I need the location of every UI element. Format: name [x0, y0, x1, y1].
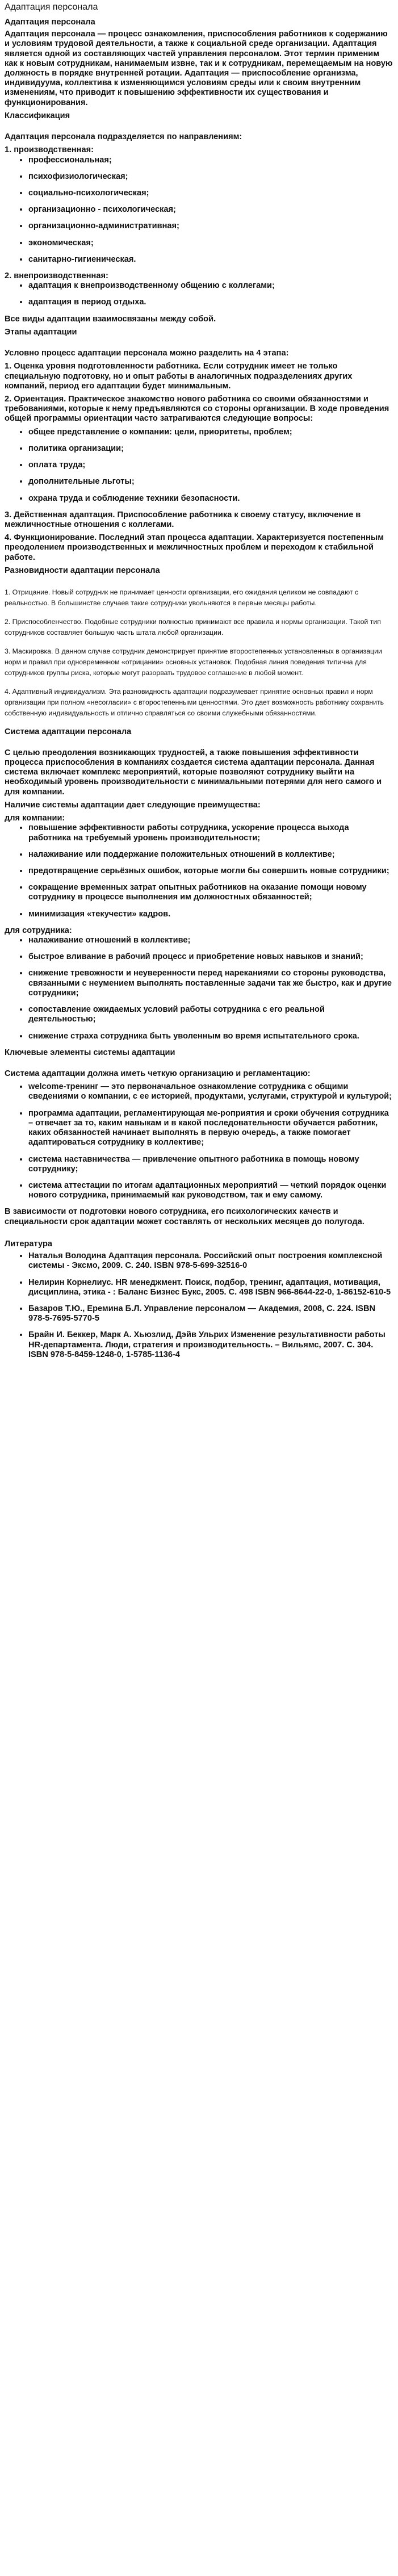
list-item: • налаживание или поддержание положительных отношений в коллективе; [28, 850, 393, 860]
list-item: • санитарно-гигиеническая. [28, 255, 393, 265]
list-item: • система аттестации по итогам адаптационных мероприятий — четкий порядок оценки нового сотрудника, принимаемый как руководством, так и ему самому. [28, 1181, 393, 1200]
list-item: • Наталья Володина Адаптация персонала. Российский опыт построения комплексной системы - Эксмо, 2009. С. 240. ISBN 978-5-699-32516-0 [28, 1251, 393, 1271]
stage-4: 4. Функционирование. Последний этап процесса адаптации. Характеризуется постепенным преодолением производственных и межличностных проблем и переходом к стабильной работе. [5, 533, 384, 562]
types-heading: Разновидности адаптации персонала [5, 566, 160, 575]
stage-2: 2. Ориентация. Практическое знакомство нового работника со своими обязанностями и требованиями, которые к нему предъявляются со стороны организации. В ходе проведения общей программы ориентации часто затрагиваются следующие вопросы: [5, 395, 389, 424]
list-item: • снижение страха сотрудника быть уволенным во время испытательного срока. [28, 1032, 393, 1041]
key-elements-heading: Ключевые элементы системы адаптации [5, 1048, 175, 1057]
list-item: • снижение тревожности и неуверенности перед нареканиями со стороны руководства, связанными с неумением выполнять поставленные задачи так же быстро, как и другие сотрудники; [28, 969, 393, 998]
spacer [5, 578, 393, 587]
literature-heading: Литература [5, 1239, 52, 1249]
list-item: • повышение эффективности работы сотрудника, ускорение процесса выхода работника на требуемый уровень производительности; [28, 823, 393, 843]
spacer [5, 739, 393, 748]
adaptation-type-item: 3. Маскировка. В данном случае сотрудник демонстрирует принятие второстепенных установленных в организации норм и правил при одновременном «отрицании» основных установок. Подобная линия поведения типична для сотрудников группы риска, которые могут разорвать трудовое соглашение в любой момент. [5, 647, 382, 677]
list-item: • welcome-тренинг — это первоначальное ознакомление сотрудника с общими сведениями о компании, с ее историей, продуктами, услугами, структурой и культурой; [28, 1082, 393, 1101]
list-item: • сопоставление ожидаемых условий работы сотрудника с его реальной деятельностью; [28, 1005, 393, 1024]
stage-3: 3. Действенная адаптация. Приспособление работника к своему статусу, включение в межличностные отношения с коллегами. [5, 510, 361, 529]
system-heading: Система адаптации персонала [5, 727, 132, 736]
spacer [5, 123, 393, 132]
list-item: • общее представление о компании: цели, приоритеты, проблем; [28, 428, 393, 437]
system-advantages: Наличие системы адаптации дает следующие преимущества: [5, 800, 261, 810]
list-item: • социально-психологическая; [28, 189, 393, 198]
spacer [5, 1060, 393, 1069]
list-item: • минимизация «текучести» кадров. [28, 910, 393, 919]
literature-list [5, 1251, 393, 1360]
direction-1-label: 1. производственная: [5, 145, 94, 155]
list-item: • программа адаптации, регламентирующая ме-роприятия и сроки обучения сотрудника – отвечает за то, каким навыкам и в какой последовательности обучается работник, каких обязанностей начинает выполнять в первую очередь, а также помогает адаптироваться сотруднику в коллективе; [28, 1109, 393, 1148]
list-item: • экономическая; [28, 238, 393, 248]
list-item: • политика организации; [28, 444, 393, 454]
list-item: • организационно-административная; [28, 221, 393, 231]
adaptation-type-item: 4. Адаптивный индивидуализм. Эта разновидность адаптации подразумевает принятие основных правил и норм организации при полном «несогласии» с второстепенными ценностями. Это дает возможность работнику сохранить собственную индивидуальность и отлично справляться со своими служебными обязанностями. [5, 688, 384, 718]
list-item: • система наставничества — привлечение опытного работника в помощь новому сотруднику; [28, 1155, 393, 1174]
stage-1: 1. Оценка уровня подготовленности работника. Если сотрудник имеет не только специальную подготовку, но и опыт работы в аналогичных подразделениях других компаний, период его адаптации будет минимальным. [5, 362, 353, 391]
spacer [5, 340, 393, 349]
for-company-label: для компании: [5, 814, 65, 823]
list-item: • предотвращение серьёзных ошибок, которые могли бы совершить новые сотрудники; [28, 866, 393, 876]
list-item: • сокращение временных затрат опытных работников на оказание помощи новому сотруднику в процессе выполнения им должностных обязанностей; [28, 883, 393, 902]
stages-heading: Этапы адаптации [5, 327, 77, 337]
outro-paragraph: В зависимости от подготовки нового сотрудника, его психологических качеств и специальности срок адаптации может составлять от нескольких месяцев до полугода. [5, 1207, 365, 1226]
list-item: • Нелирин Корнелиус. HR менеджмент. Поиск, подбор, тренинг, адаптация, мотивация, дисциплина, этика - : Баланс Бизнес Букс, 2005. С. 498 ISBN 966-8644-22-0, 1-86152-610-5 [28, 1278, 393, 1297]
list-item: • адаптация к внепроизводственному общению с коллегами; [28, 281, 393, 291]
list-item: • адаптация в период отдыха. [28, 298, 393, 307]
direction-2-list [5, 281, 393, 307]
classification-heading: Классификация [5, 111, 70, 120]
key-elements-intro: Система адаптации должна иметь четкую организацию и регламентацию: [5, 1069, 311, 1078]
intro-paragraph: Адаптация персонала — процесс ознакомления, приспособления работников к содержанию и условиям трудовой деятельности, а также к социальной среде организации. Адаптация является одной из составляющих частей управления персоналом. Этот термин применим как к новым сотрудникам, нанимаемым извне, так и к сотрудникам, перемещаемым на новую должность в порядке внутренней ротации. Адаптация — приспособление организма, индивидуума, коллектива к изменяющимся условиям среды или к своим внутренним изменениям, что приводит к повышению эффективности их существования и функционирования. [5, 30, 393, 107]
adaptation-type-item: 2. Приспособленчество. Подобные сотрудники полностью принимают все правила и нормы организации. Такой тип сотрудников составляет большую часть штата любой организации. [5, 618, 381, 637]
list-item: • дополнительные льготы; [28, 477, 393, 487]
list-item: • охрана труда и соблюдение техники безопасности. [28, 494, 393, 504]
list-item: • оплата труда; [28, 460, 393, 470]
stage-2-list [5, 428, 393, 504]
list-item: • профессиональная; [28, 156, 393, 165]
classification-intro: Адаптация персонала подразделяется по направлениям: [5, 132, 242, 142]
list-item: • психофизиологическая; [28, 172, 393, 182]
stages-intro: Условно процесс адаптации персонала можно разделить на 4 этапа: [5, 349, 289, 358]
system-intro: С целью преодоления возникающих трудностей, а также повышения эффективности процесса приспособления в компаниях создается система адаптации персонала. Данная система включает комплекс мероприятий, которые позволяют сотруднику выйти на необходимый уровень производительности с минимальными потерями для него самого и для компании. [5, 748, 382, 797]
direction-2-label: 2. внепроизводственная: [5, 271, 108, 281]
direction-1-list [5, 156, 393, 265]
main-heading: Адаптация персонала [5, 17, 95, 27]
adaptation-type-item: 1. Отрицание. Новый сотрудник не принимает ценности организации, его ожидания целиком не совпадают с реальностью. В большинстве случаев такие сотрудники увольняются в первые месяцы работы. [5, 588, 359, 608]
list-item: • Базаров Т.Ю., Еремина Б.Л. Управление персоналом — Академия, 2008, С. 224. ISBN 978-5-7695-5770-5 [28, 1304, 393, 1323]
types-list [5, 587, 393, 719]
list-item: • Брайн И. Беккер, Марк А. Хьюзлид, Дэйв Ульрих Изменение результативности работы HR-департамента. Люди, стратегия и производительность. – Вильямс, 2007. С. 304. ISBN 978-5-8459-1248-0, 1-5785-1136-4 [28, 1330, 393, 1360]
list-item: • быстрое вливание в рабочий процесс и приобретение новых навыков и знаний; [28, 952, 393, 962]
classification-outro: Все виды адаптации взаимосвязаны между собой. [5, 314, 216, 324]
list-item: • налаживание отношений в коллективе; [28, 936, 393, 945]
spacer [5, 1230, 393, 1239]
list-item: • организационно - психологическая; [28, 205, 393, 215]
company-benefits-list [5, 823, 393, 919]
employee-benefits-list [5, 936, 393, 1041]
page-title: Адаптация персонала [5, 2, 98, 12]
key-elements-list [5, 1082, 393, 1200]
for-employee-label: для сотрудника: [5, 925, 72, 935]
